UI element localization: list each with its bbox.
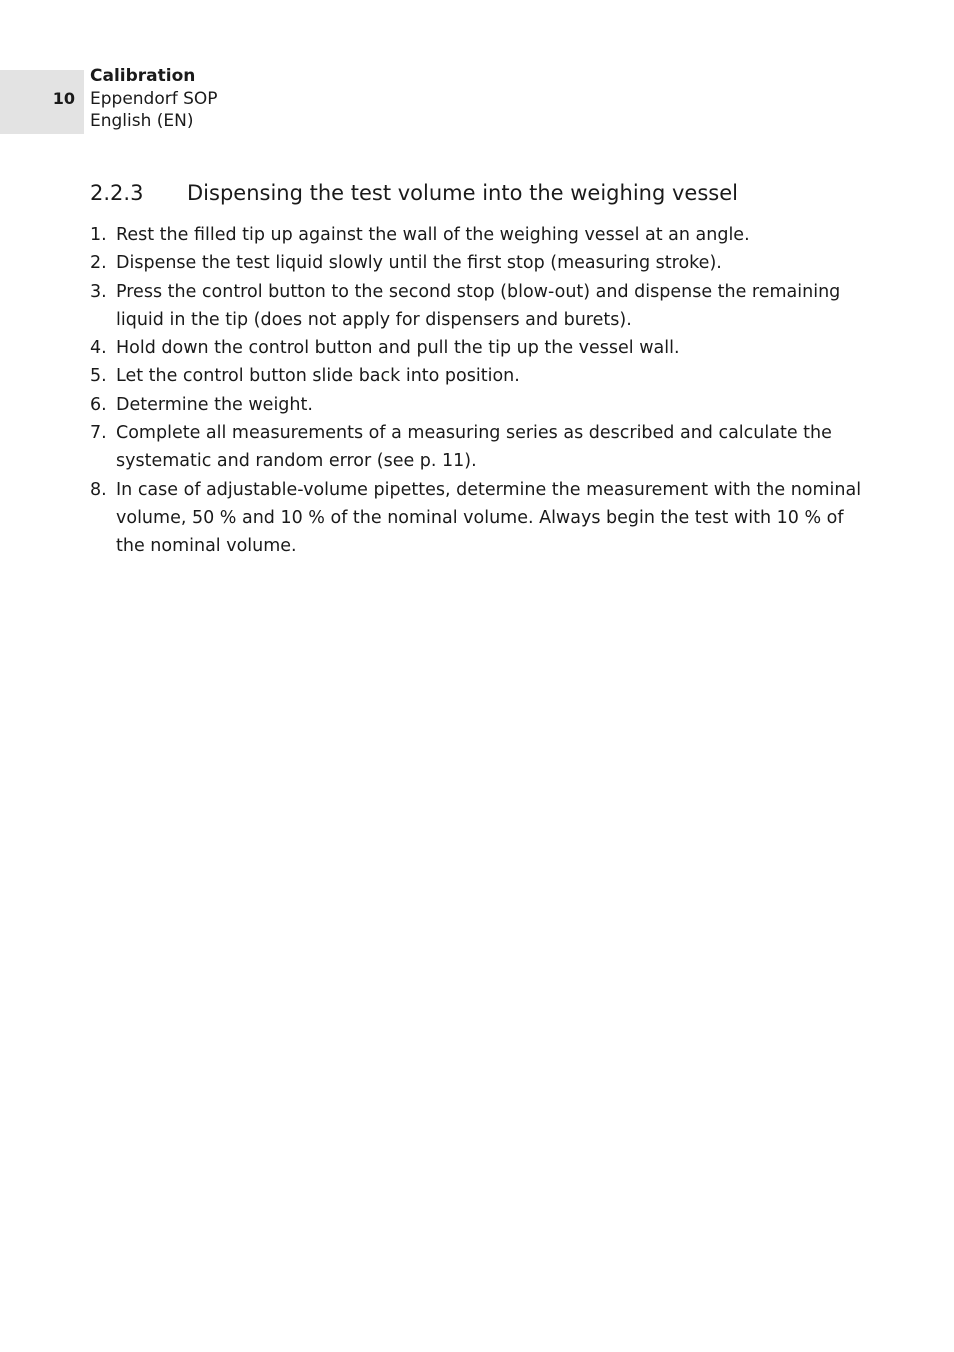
list-item [90, 221, 870, 249]
step-number: 5. [90, 366, 107, 387]
step-text: In case of adjustable-volume pipettes, determine the measurement with the nominal volume, 50 % and 10 % of the nominal volume. Always begin the test with 10 % of the nominal volume. [116, 479, 862, 557]
step-text: Determine the weight. [116, 394, 313, 415]
list-item [90, 249, 870, 277]
steps-list [90, 221, 870, 561]
list-item [90, 476, 870, 561]
list-item [90, 278, 870, 335]
running-header [90, 65, 218, 133]
step-number: 7. [90, 423, 107, 444]
list-item [90, 362, 870, 390]
step-number: 8. [90, 479, 107, 500]
section-heading [90, 178, 738, 208]
list-item [90, 334, 870, 362]
step-text: Complete all measurements of a measuring series as described and calculate the systematic and random error (see p. 11). [116, 423, 832, 472]
step-number: 1. [90, 225, 107, 245]
step-number: 6. [90, 394, 107, 415]
page-number: 10 [52, 89, 75, 108]
step-number: 2. [90, 253, 107, 274]
header-language: English (EN) [90, 111, 194, 131]
header-title: Calibration [90, 66, 196, 86]
section-number: 2.2.3 [90, 181, 144, 205]
step-text: Let the control button slide back into position. [116, 366, 520, 387]
step-text: Dispense the test liquid slowly until the first stop (measuring stroke). [116, 253, 722, 274]
header-subtitle: Eppendorf SOP [90, 88, 218, 109]
list-item [90, 391, 870, 419]
step-text: Rest the filled tip up against the wall of the weighing vessel at an angle. [116, 225, 750, 245]
step-text: Hold down the control button and pull the tip up the vessel wall. [116, 338, 680, 359]
step-number: 3. [90, 281, 107, 302]
step-number: 4. [90, 338, 107, 359]
list-item [90, 419, 870, 476]
section-title: Dispensing the test volume into the weighing vessel [187, 181, 738, 205]
step-text: Press the control button to the second stop (blow-out) and dispense the remaining liquid in the tip (does not apply for dispensers and burets). [116, 281, 841, 330]
